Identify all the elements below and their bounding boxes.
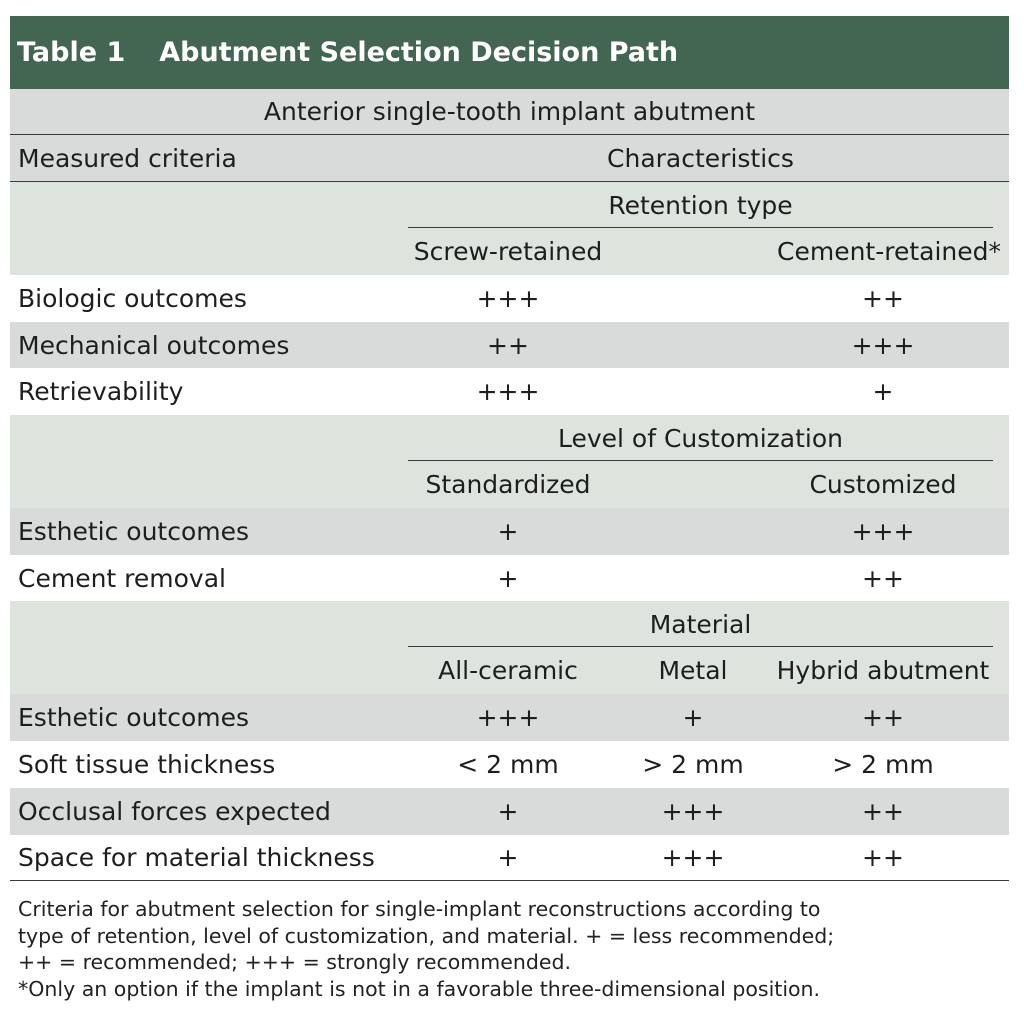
cell-value: + xyxy=(497,796,519,826)
cell-value: +++ xyxy=(476,703,540,733)
cell-value: + xyxy=(872,377,894,407)
table-row xyxy=(10,741,1009,788)
table-row xyxy=(10,694,1009,741)
cell-value: +++ xyxy=(661,842,725,872)
table-subtitle-row xyxy=(10,89,1009,135)
row-label: Esthetic outcomes xyxy=(18,703,250,733)
row-label: Mechanical outcomes xyxy=(18,330,290,360)
footnote-line: *Only an option if the implant is not in a favorable three-dimensional position. xyxy=(18,976,821,1001)
table-row xyxy=(10,368,1009,415)
table-row xyxy=(10,508,1009,555)
cell-value: > 2 mm xyxy=(832,749,934,779)
cell-value: +++ xyxy=(476,377,540,407)
cell-value: +++ xyxy=(476,283,540,313)
footnote-line: Criteria for abutment selection for single-implant reconstructions according to xyxy=(18,897,821,921)
row-label: Biologic outcomes xyxy=(18,283,247,313)
retention-group-label-row xyxy=(10,182,1009,228)
material-group-label: Material xyxy=(649,609,752,639)
row-label: Cement removal xyxy=(18,563,226,593)
cell-value: + xyxy=(497,842,519,872)
header-characteristics: Characteristics xyxy=(607,143,794,173)
cell-value: + xyxy=(497,563,519,593)
row-label: Space for material thickness xyxy=(18,842,375,872)
cell-value: ++ xyxy=(862,842,904,872)
row-label: Soft tissue thickness xyxy=(18,749,276,779)
col-hybrid-abutment: Hybrid abutment xyxy=(776,656,990,686)
col-metal: Metal xyxy=(658,656,728,686)
abutment-table xyxy=(10,16,1009,881)
table-row xyxy=(10,835,1009,882)
cell-value: < 2 mm xyxy=(457,749,559,779)
cell-value: +++ xyxy=(661,796,725,826)
customization-subheader-row xyxy=(10,461,1009,508)
cell-value: ++ xyxy=(862,283,904,313)
col-standardized: Standardized xyxy=(425,470,591,500)
column-header-row xyxy=(10,135,1009,182)
header-measured-criteria: Measured criteria xyxy=(18,143,237,173)
table-number: Table 1 xyxy=(17,37,126,68)
table-title-bar xyxy=(10,16,1009,89)
customization-group-label-row xyxy=(10,415,1009,461)
cell-value: +++ xyxy=(851,516,915,546)
table-subtitle: Anterior single-tooth implant abutment xyxy=(263,97,756,126)
retention-subheader-row xyxy=(10,228,1009,275)
footnote-line: type of retention, level of customization, and material. + = less recommended; xyxy=(18,923,835,948)
cell-value: ++ xyxy=(487,330,529,360)
col-all-ceramic: All-ceramic xyxy=(438,656,578,686)
cell-value: + xyxy=(682,703,704,733)
table-row xyxy=(10,322,1009,369)
cell-value: ++ xyxy=(862,563,904,593)
material-subheader-row xyxy=(10,647,1009,694)
col-cement-retained: Cement-retained* xyxy=(777,237,1002,266)
cell-value: ++ xyxy=(862,796,904,826)
table-title: Abutment Selection Decision Path xyxy=(159,37,679,68)
footnote-line: ++ = recommended; +++ = strongly recommended. xyxy=(18,950,571,974)
cell-value: + xyxy=(497,516,519,546)
cell-value: ++ xyxy=(862,703,904,733)
cell-value: +++ xyxy=(851,330,915,360)
table-row xyxy=(10,788,1009,835)
table-footnote xyxy=(18,896,1008,1002)
col-screw-retained: Screw-retained xyxy=(413,237,603,266)
row-label: Occlusal forces expected xyxy=(18,796,331,826)
col-customized: Customized xyxy=(809,470,957,500)
row-label: Esthetic outcomes xyxy=(18,516,250,546)
row-label: Retrievability xyxy=(18,377,184,407)
customization-group-label: Level of Customization xyxy=(557,423,844,453)
material-group-label-row xyxy=(10,601,1009,647)
table-row xyxy=(10,275,1009,322)
table-row xyxy=(10,555,1009,602)
cell-value: > 2 mm xyxy=(642,749,744,779)
retention-group-label: Retention type xyxy=(608,190,793,220)
